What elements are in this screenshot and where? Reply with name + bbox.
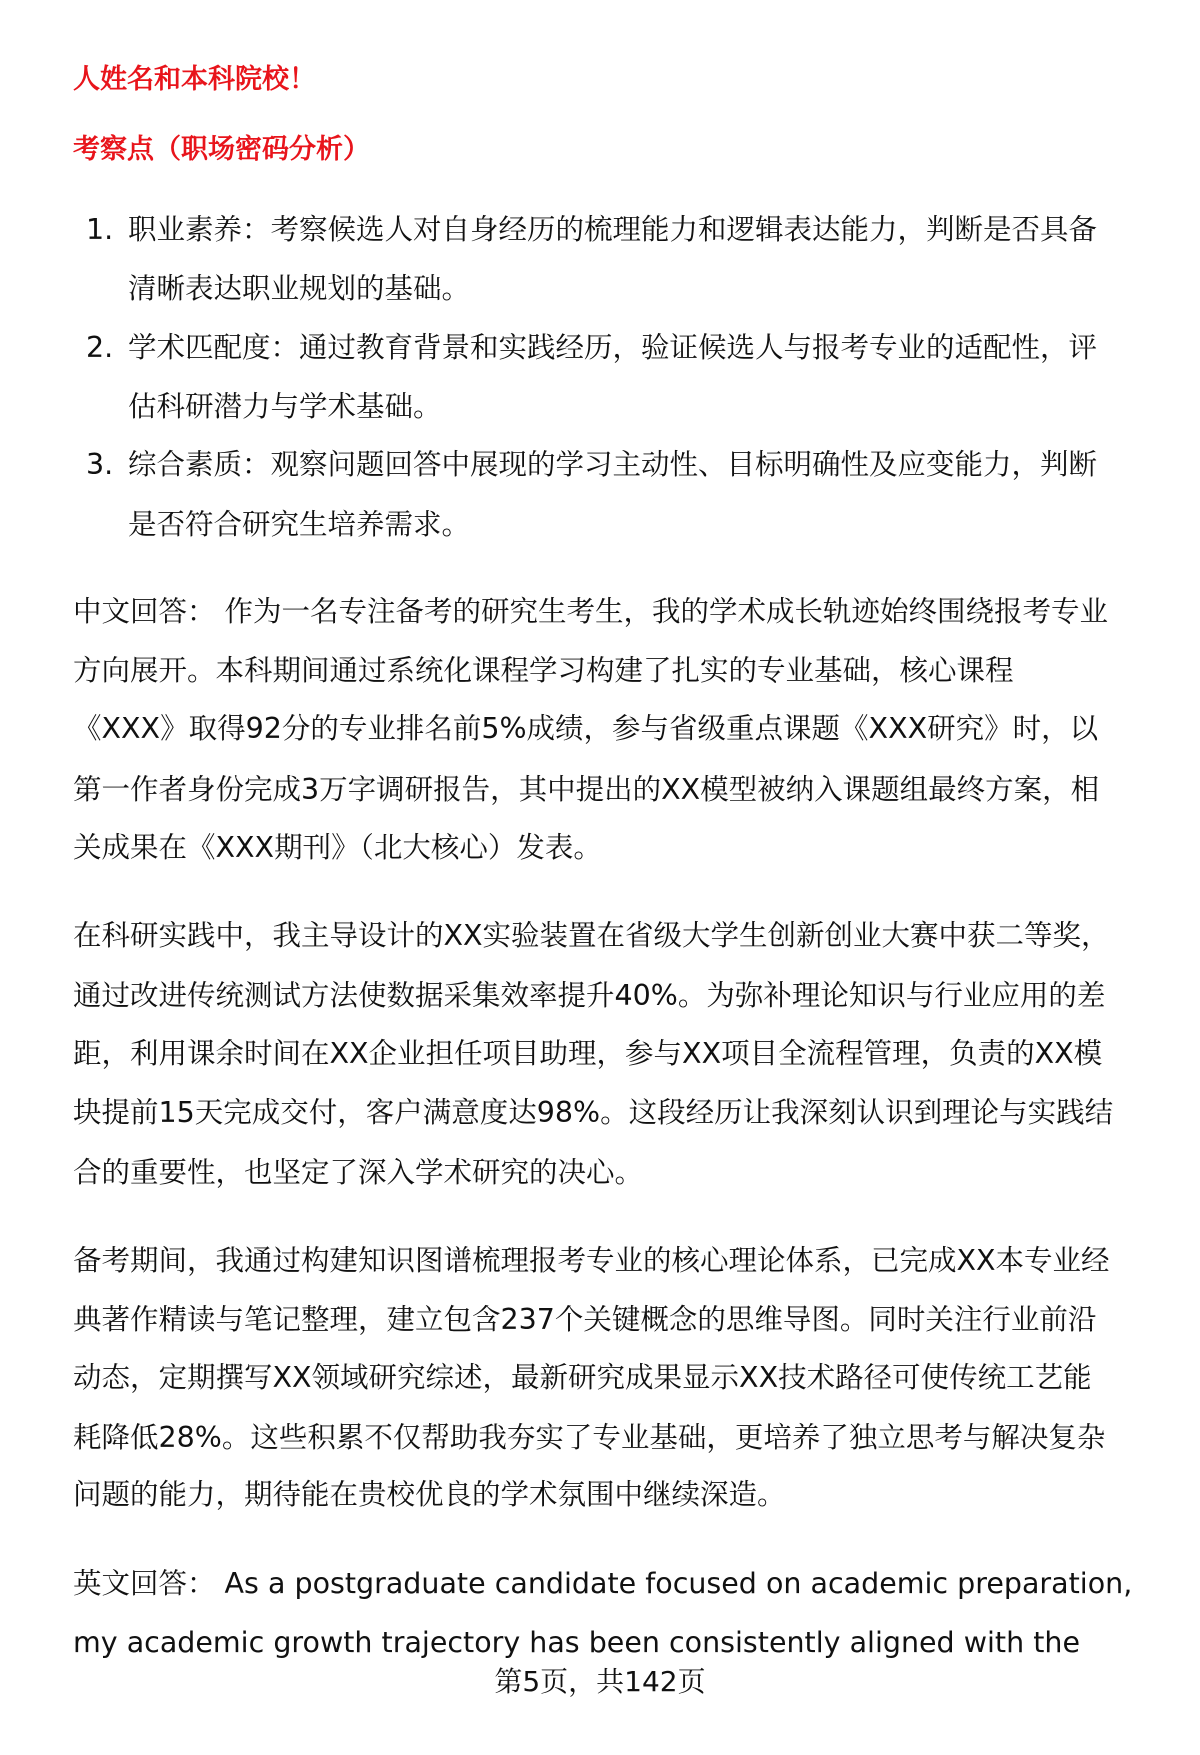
paragraph-line: 动态，定期撰写XX领域研究综述，最新研究成果显示XX技术路径可使传统工艺能 [73,1361,1092,1394]
paragraph-line: 在科研实践中，我主导设计的XX实验装置在省级大学生创新创业大赛中获二等奖， [73,919,1110,952]
paragraph-line: 中文回答： 作为一名专注备考的研究生考生，我的学术成长轨迹始终围绕报考专业 [73,595,1109,628]
list-number: 3. [86,448,114,481]
paragraph-line: 《XXX》取得92分的专业排名前5%成绩，参与省级重点课题《XXX研究》时，以 [73,712,1099,745]
paragraph-line: 通过改进传统测试方法使数据采集效率提升40%。为弥补理论知识与行业应用的差 [73,979,1106,1012]
list-item-line: 学术匹配度：通过教育背景和实践经历，验证候选人与报考专业的适配性，评 [128,331,1098,364]
list-item-line: 职业素养：考察候选人对自身经历的梳理能力和逻辑表达能力，判断是否具备 [128,213,1098,246]
paragraph-line: 问题的能力，期待能在贵校优良的学术氛围中继续深造。 [73,1478,786,1511]
paragraph-line: 距，利用课余时间在XX企业担任项目助理，参与XX项目全流程管理，负责的XX模 [73,1037,1103,1070]
section-title: 考察点（职场密码分析） [73,134,370,165]
list-number: 2. [86,331,114,364]
paragraph-line: 块提前15天完成交付，客户满意度达98%。这段经历让我深刻认识到理论与实践结 [73,1096,1114,1129]
list-number: 1. [86,213,114,246]
list-item-line: 综合素质：观察问题回答中展现的学习主动性、目标明确性及应变能力，判断 [128,448,1098,481]
list-item-line: 估科研潜力与学术基础。 [128,390,442,423]
page-number: 第5页，共142页 [494,1665,706,1698]
list-item-line: 清晰表达职业规划的基础。 [128,272,471,305]
list-item-line: 是否符合研究生培养需求。 [128,508,471,541]
paragraph-line: 第一作者身份完成3万字调研报告，其中提出的XX模型被纳入课题组最终方案，相 [73,773,1100,806]
paragraph-line: 合的重要性，也坚定了深入学术研究的决心。 [73,1156,644,1189]
paragraph-line: 备考期间，我通过构建知识图谱梳理报考专业的核心理论体系，已完成XX本专业经 [73,1244,1110,1277]
paragraph-line: 方向展开。本科期间通过系统化课程学习构建了扎实的专业基础，核心课程 [73,654,1014,687]
paragraph-line: 典著作精读与笔记整理，建立包含237个关键概念的思维导图。同时关注行业前沿 [73,1303,1097,1336]
paragraph-line: 耗降低28%。这些积累不仅帮助我夯实了专业基础，更培养了独立思考与解决复杂 [73,1421,1106,1454]
paragraph-line: 关成果在《XXX期刊》（北大核心）发表。 [73,831,602,864]
paragraph-line: my academic growth trajectory has been consistently aligned with the [73,1626,1081,1659]
heading-continuation: 人姓名和本科院校！ [73,64,316,95]
paragraph-line: 英文回答： As a postgraduate candidate focused on academic preparation, [73,1567,1133,1600]
